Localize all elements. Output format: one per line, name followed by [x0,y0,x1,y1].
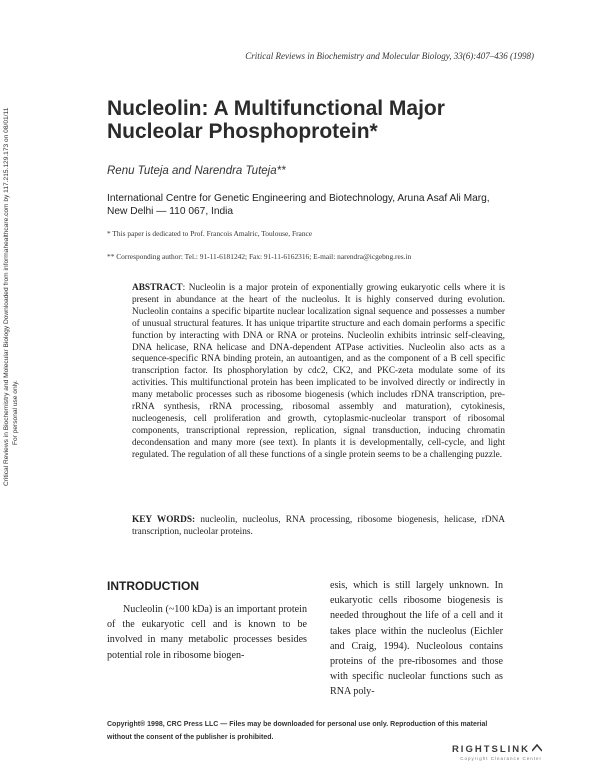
section-heading-introduction: INTRODUCTION [107,579,199,593]
abstract [132,283,505,462]
keywords [132,514,505,538]
keywords-text: nucleolin, nucleolus, RNA processing, ribosome biogenesis, helicase, rDNA transcription, nucleolar proteins. [132,515,505,537]
download-watermark-sidebar [0,0,22,776]
corresponding-author-note: ** Corresponding author: Tel.: 91-11-6181242; Fax: 91-11-6162316; E-mail: narendra@icgebng.res.in [107,252,412,261]
rightslink-mark-icon [532,744,542,752]
rightslink-logo-text: RIGHTSLINK [451,744,530,755]
intro-column-left: Nucleolin (~100 kDa) is an important protein of the eukaryotic cell and is known to be involved in many metabolic processes besides potential role in ribosome biogen- [107,604,307,661]
affiliation-line-2: New Delhi — 110 067, India [107,206,234,217]
paper-title [107,97,527,143]
affiliation-line-1: International Centre for Genetic Engineering and Biotechnology, Aruna Asaf Ali Marg, [107,193,490,204]
title-line-2: Nucleolar Phosphoprotein* [107,120,378,143]
abstract-label: ABSTRACT [132,283,183,293]
keywords-label: KEY WORDS: [132,515,196,525]
affiliation [107,192,527,218]
intro-column-right: esis, which is still largely unknown. In eukaryotic cells ribosome biogenesis is needed throughout the life of a cell and it takes place within the nucleolus (Eichler and Craig, 1994). Nucleolous contains proteins of the pre-ribosomes and those with specific nucleolar functions such as RNA poly- [330,580,503,698]
rightslink-tagline: Copyright Clearance Center [460,756,542,761]
journal-citation: Critical Reviews in Biochemistry and Molecular Biology, 33(6):407–436 (1998) [245,51,534,61]
dedication-note: * This paper is dedicated to Prof. Francois Amalric, Toulouse, France [107,229,313,238]
title-line-1: Nucleolin: A Multifunctional Major [107,97,445,120]
copyright-line-2: without the consent of the publisher is prohibited. [107,734,274,741]
rightslink-logo[interactable] [452,744,542,755]
download-notice: Critical Reviews in Biochemistry and Molecular Biology Downloaded from informahealthcare.com by 117.215.129.173 on 08/01/11 [3,107,10,486]
copyright-notice [107,718,527,744]
personal-use-notice: For personal use only. [12,380,19,445]
abstract-text: : Nucleolin is a major protein of exponentially growing eukaryotic cells where it is present in abundance at the heart of the nucleolus. It is highly conserved during evolution. Nucleolin contains a specific bipartite nuclear localization signal sequence and possesses a number of unusual structural features. It has unique tripartite structure and each domain performs a specific function by interacting with DNA or RNA or proteins. Nucleolin exhibits intrinsic self-cleaving, DNA helicase, RNA helicase and DNA-dependent ATPase activities. Nucleolin also acts as a sequence-specific RNA binding protein, an autoantigen, and as the component of a B cell specific transcription factor. Its phosphorylation by cdc2, CK2, and PKC-zeta modulate some of its activities. This multifunctional protein has been implicated to be involved directly or indirectly in many metabolic processes such as ribosome biogenesis (which includes rDNA transcription, pre-rRNA synthesis, rRNA processing, ribosomal assembly and maturation), cytokinesis, nucleogenesis, cell proliferation and growth, cytoplasmic-nucleolar transport of ribosomal components, transcriptional repression, replication, signal transduction, inducing chromatin decondensation and many more (see text). In plants it is developmentally, cell-cycle, and light regulated. The regulation of all these functions of a single protein seems to be a challenging puzzle. [132,283,505,460]
copyright-line-1: Copyright® 1998, CRC Press LLC — Files may be downloaded for personal use only. Reproduction of this material [107,721,488,728]
authors: Renu Tuteja and Narendra Tuteja** [107,165,286,177]
